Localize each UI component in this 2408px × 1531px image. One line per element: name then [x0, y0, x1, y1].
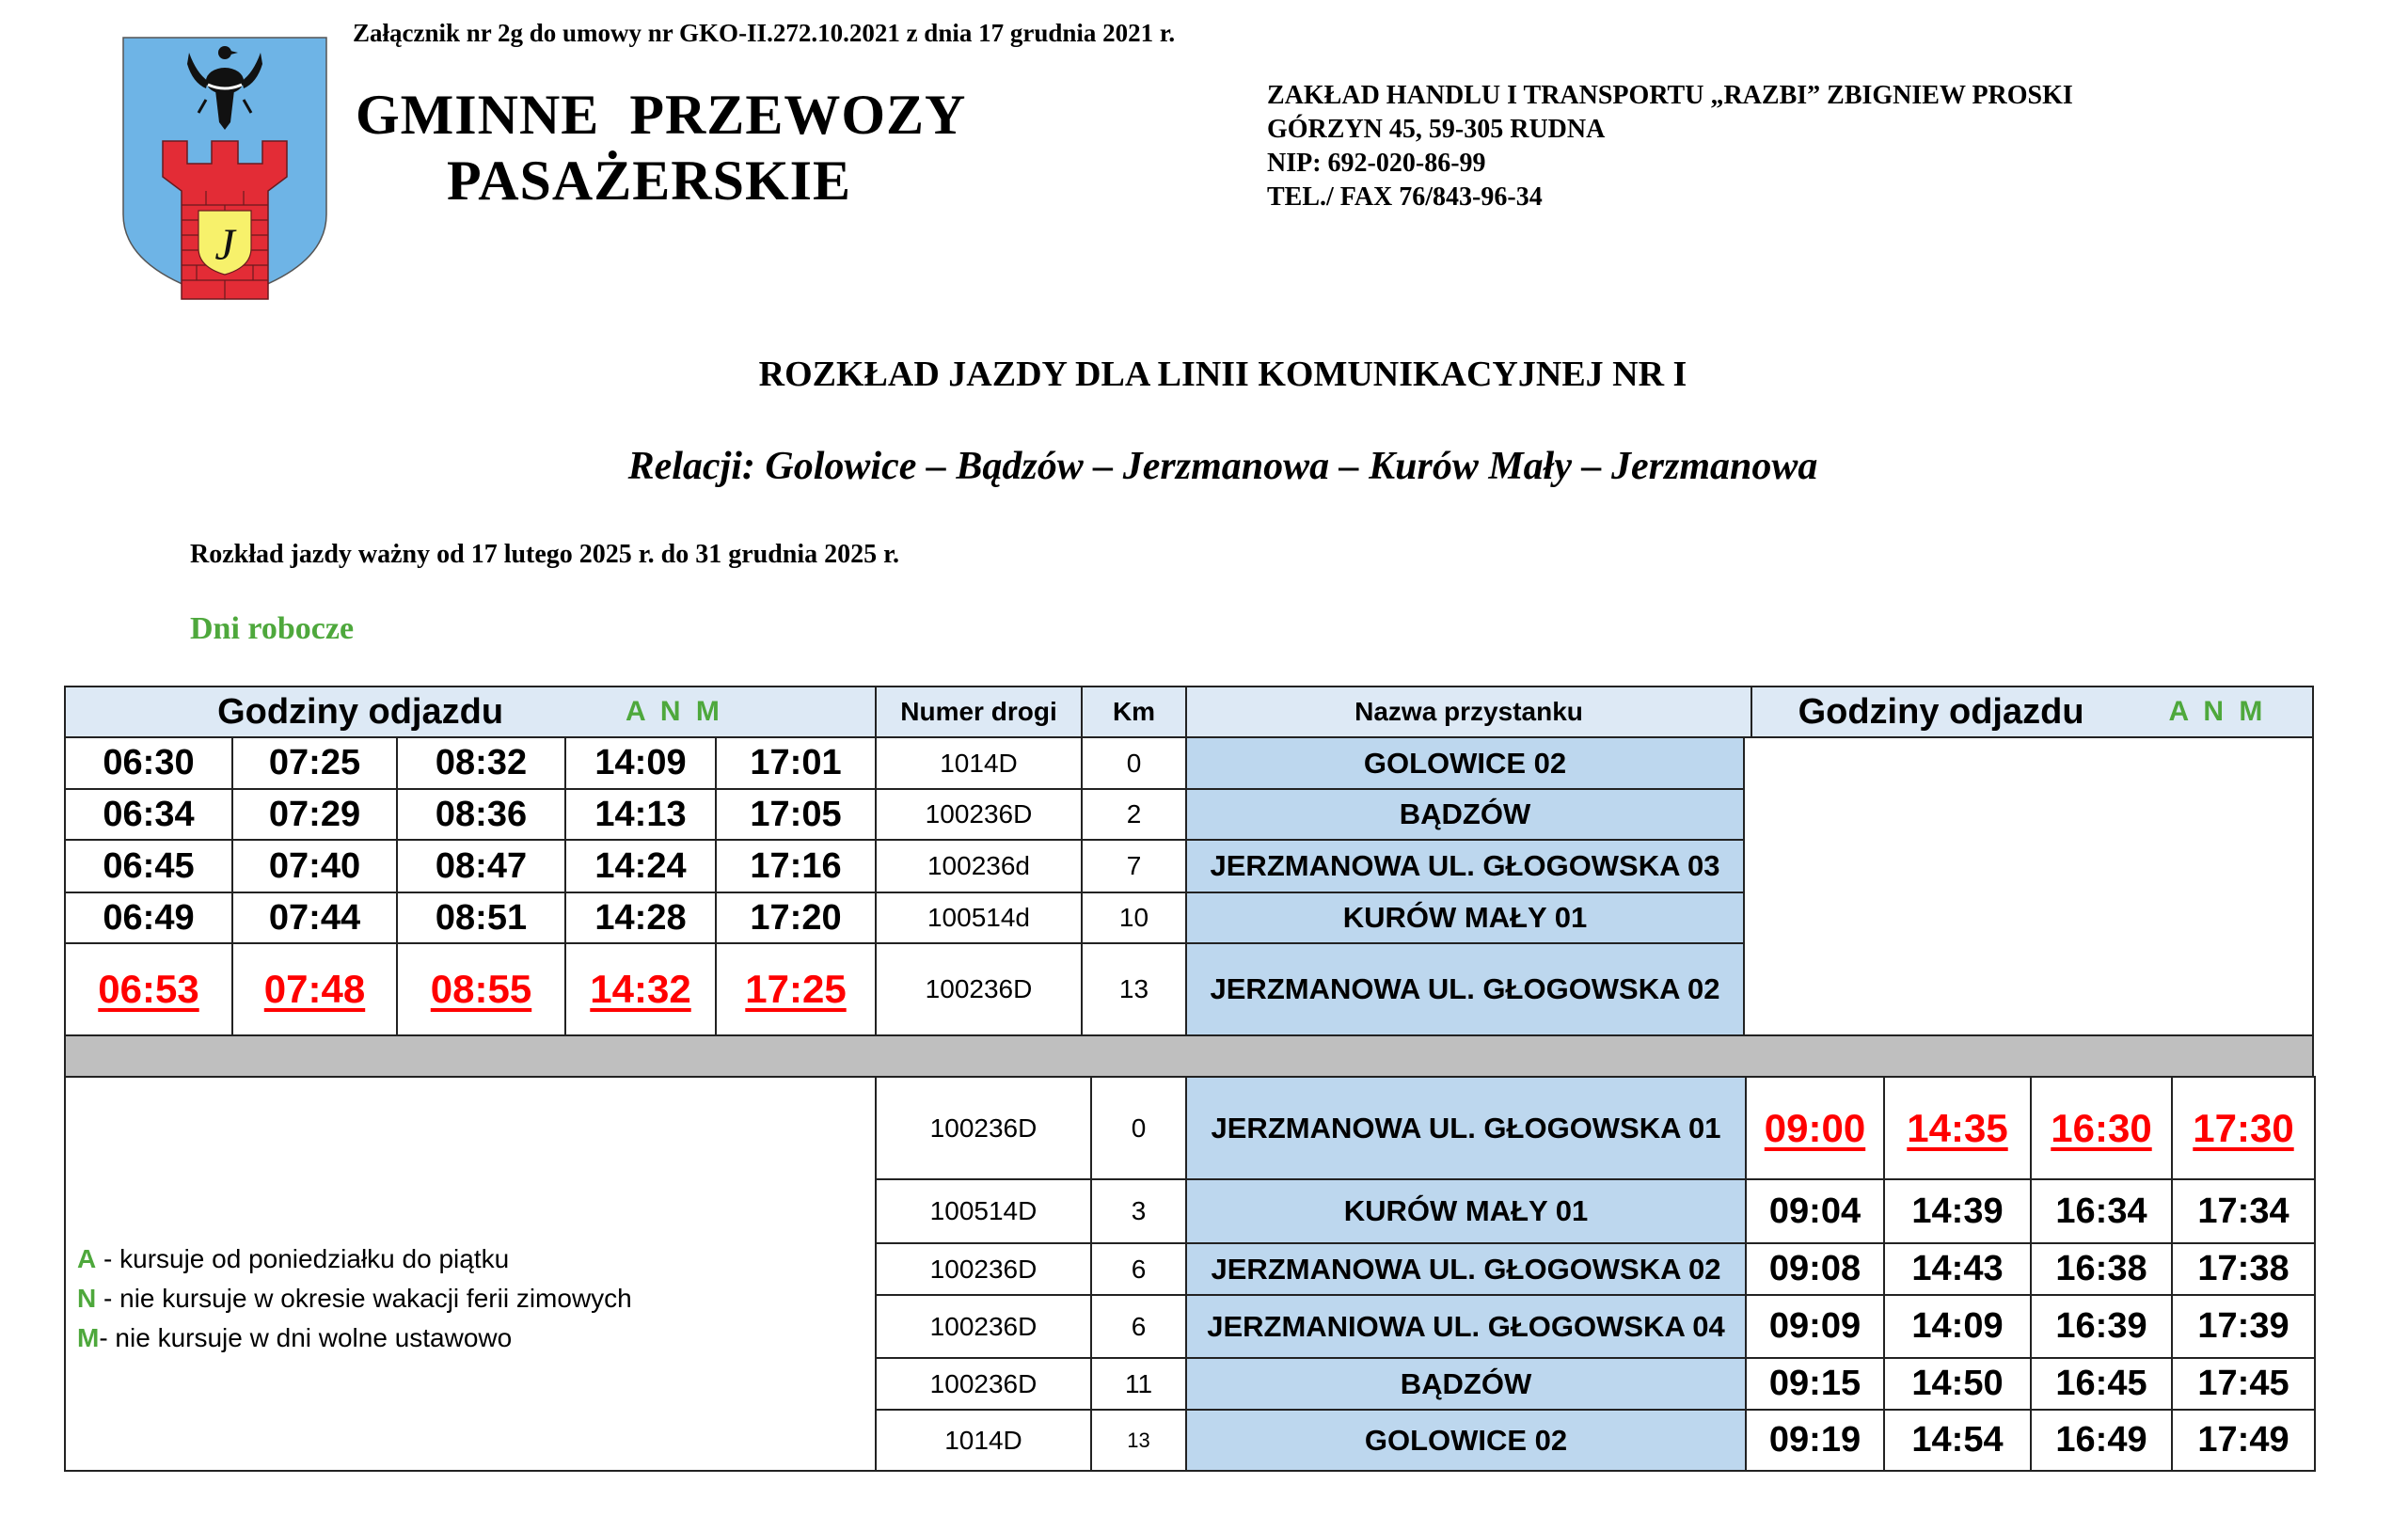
- header-km: Km: [1081, 686, 1187, 738]
- departure-time: 06:30: [64, 736, 233, 790]
- departure-time: 14:43: [1883, 1242, 2032, 1296]
- departure-time: 09:00: [1745, 1076, 1885, 1180]
- stop-name: GOLOWICE 02: [1185, 736, 1745, 790]
- departure-time: 14:28: [564, 892, 717, 944]
- departure-time: 14:13: [564, 788, 717, 841]
- stop-name: JERZMANOWA UL. GŁOGOWSKA 01: [1185, 1076, 1747, 1180]
- km-value: 2: [1081, 788, 1187, 841]
- departure-time: 16:30: [2030, 1076, 2173, 1180]
- departure-time: 17:01: [715, 736, 877, 790]
- header-departures-right: [1751, 686, 2314, 738]
- departure-time: 16:45: [2030, 1357, 2173, 1411]
- departure-time: 14:09: [1883, 1294, 2032, 1359]
- departure-time: 14:54: [1883, 1409, 2032, 1472]
- brand-title-line1: GMINNE PRZEWOZY: [356, 84, 967, 146]
- departure-time: 16:39: [2030, 1294, 2173, 1359]
- stop-name: JERZMANOWA UL. GŁOGOWSKA 02: [1185, 1242, 1747, 1296]
- legend: [77, 1239, 632, 1358]
- legend-text: - kursuje od poniedziałku do piątku: [96, 1244, 510, 1273]
- departure-time: 17:20: [715, 892, 877, 944]
- page-title: ROZKŁAD JAZDY DLA LINII KOMUNIKACYJNEJ NR I: [758, 355, 1687, 394]
- departure-time: 06:53: [64, 942, 233, 1036]
- km-value: 3: [1090, 1178, 1187, 1244]
- legend-code: N: [77, 1284, 97, 1313]
- km-value: 0: [1090, 1076, 1187, 1180]
- departure-time: 09:09: [1745, 1294, 1885, 1359]
- departure-time: 08:32: [396, 736, 566, 790]
- header-departures-left: [64, 686, 877, 738]
- departure-time: 06:49: [64, 892, 233, 944]
- stop-name: KURÓW MAŁY 01: [1185, 892, 1745, 944]
- km-value: 11: [1090, 1357, 1187, 1411]
- header-anm-left: A N M: [626, 696, 723, 727]
- legend-text: - nie kursuje w dni wolne ustawowo: [99, 1323, 513, 1352]
- stop-name: BĄDZÓW: [1185, 788, 1745, 841]
- route-relation: Relacji: Golowice – Bądzów – Jerzmanowa – Kurów Mały – Jerzmanowa: [627, 445, 1818, 488]
- stop-name: JERZMANOWA UL. GŁOGOWSKA 02: [1185, 942, 1745, 1036]
- company-address: GÓRZYN 45, 59-305 RUDNA: [1267, 115, 1606, 144]
- km-value: 6: [1090, 1242, 1187, 1296]
- departure-time: 08:55: [396, 942, 566, 1036]
- road-number: 100236D: [875, 1357, 1092, 1411]
- departure-time: 09:04: [1745, 1178, 1885, 1244]
- road-number: 100236d: [875, 839, 1083, 893]
- departure-time: 14:09: [564, 736, 717, 790]
- departure-time: 09:19: [1745, 1409, 1885, 1472]
- legend-code: A: [77, 1244, 97, 1273]
- stop-name: BĄDZÓW: [1185, 1357, 1747, 1411]
- departure-time: 07:25: [231, 736, 398, 790]
- departure-time: 14:50: [1883, 1357, 2032, 1411]
- section-separator: [64, 1034, 2314, 1078]
- outbound-empty-area: [1743, 736, 2314, 1036]
- departure-time: 17:39: [2171, 1294, 2316, 1359]
- departure-time: 08:36: [396, 788, 566, 841]
- road-number: 100514d: [875, 892, 1083, 944]
- departure-time: 17:49: [2171, 1409, 2316, 1472]
- km-value: 6: [1090, 1294, 1187, 1359]
- brand-title-line2: PASAŻERSKIE: [447, 150, 852, 212]
- departure-time: 17:45: [2171, 1357, 2316, 1411]
- departure-time: 14:32: [564, 942, 717, 1036]
- departure-time: 07:48: [231, 942, 398, 1036]
- departure-time: 07:29: [231, 788, 398, 841]
- km-value: 13: [1081, 942, 1187, 1036]
- company-nip: NIP: 692-020-86-99: [1267, 149, 1486, 178]
- km-value: 7: [1081, 839, 1187, 893]
- departure-time: 17:25: [715, 942, 877, 1036]
- header-stop-name: Nazwa przystanku: [1185, 686, 1752, 738]
- departure-time: 16:38: [2030, 1242, 2173, 1296]
- stop-name: KURÓW MAŁY 01: [1185, 1178, 1747, 1244]
- departure-time: 17:38: [2171, 1242, 2316, 1296]
- departure-time: 09:08: [1745, 1242, 1885, 1296]
- road-number: 100514D: [875, 1178, 1092, 1244]
- stop-name: JERZMANIOWA UL. GŁOGOWSKA 04: [1185, 1294, 1747, 1359]
- validity-period: Rozkład jazdy ważny od 17 lutego 2025 r. do 31 grudnia 2025 r.: [190, 540, 900, 569]
- road-number: 100236D: [875, 942, 1083, 1036]
- legend-code: M: [77, 1323, 100, 1352]
- departure-time: 16:49: [2030, 1409, 2173, 1472]
- day-type-label: Dni robocze: [190, 611, 355, 646]
- departure-time: 14:35: [1883, 1076, 2032, 1180]
- stop-name: GOLOWICE 02: [1185, 1409, 1747, 1472]
- road-number: 100236D: [875, 1076, 1092, 1180]
- header-road-number: Numer drogi: [875, 686, 1083, 738]
- departure-time: 14:24: [564, 839, 717, 893]
- header-anm-right: A N M: [2168, 696, 2267, 727]
- road-number: 1014D: [875, 736, 1083, 790]
- road-number: 100236D: [875, 1242, 1092, 1296]
- departure-time: 06:45: [64, 839, 233, 893]
- departure-time: 17:34: [2171, 1178, 2316, 1244]
- departure-time: 06:34: [64, 788, 233, 841]
- stop-name: JERZMANOWA UL. GŁOGOWSKA 03: [1185, 839, 1745, 893]
- departure-time: 08:47: [396, 839, 566, 893]
- road-number: 1014D: [875, 1409, 1092, 1472]
- departure-time: 09:15: [1745, 1357, 1885, 1411]
- departure-time: 17:05: [715, 788, 877, 841]
- header-departures-left-label: Godziny odjazdu: [217, 691, 504, 732]
- legend-item-m: [77, 1318, 632, 1358]
- departure-time: 07:44: [231, 892, 398, 944]
- legend-text: - nie kursuje w okresie wakacji ferii zimowych: [96, 1284, 632, 1313]
- km-value: 0: [1081, 736, 1187, 790]
- road-number: 100236D: [875, 788, 1083, 841]
- coat-of-arms-logo: [121, 36, 328, 301]
- departure-time: 14:39: [1883, 1178, 2032, 1244]
- company-phone: TEL./ FAX 76/843-96-34: [1267, 182, 1543, 212]
- annex-note: Załącznik nr 2g do umowy nr GKO-II.272.10.2021 z dnia 17 grudnia 2021 r.: [353, 19, 1176, 47]
- km-value: 10: [1081, 892, 1187, 944]
- header-departures-right-label: Godziny odjazdu: [1798, 691, 2084, 732]
- company-name: ZAKŁAD HANDLU I TRANSPORTU „RAZBI” ZBIGNIEW PROSKI: [1267, 81, 2073, 110]
- departure-time: 17:30: [2171, 1076, 2316, 1180]
- logo-letter: J: [214, 220, 235, 270]
- road-number: 100236D: [875, 1294, 1092, 1359]
- departure-time: 17:16: [715, 839, 877, 893]
- legend-item-a: [77, 1239, 632, 1279]
- departure-time: 08:51: [396, 892, 566, 944]
- departure-time: 07:40: [231, 839, 398, 893]
- company-info: [1267, 79, 2073, 214]
- legend-item-n: [77, 1279, 632, 1318]
- km-value: 13: [1090, 1409, 1187, 1472]
- departure-time: 16:34: [2030, 1178, 2173, 1244]
